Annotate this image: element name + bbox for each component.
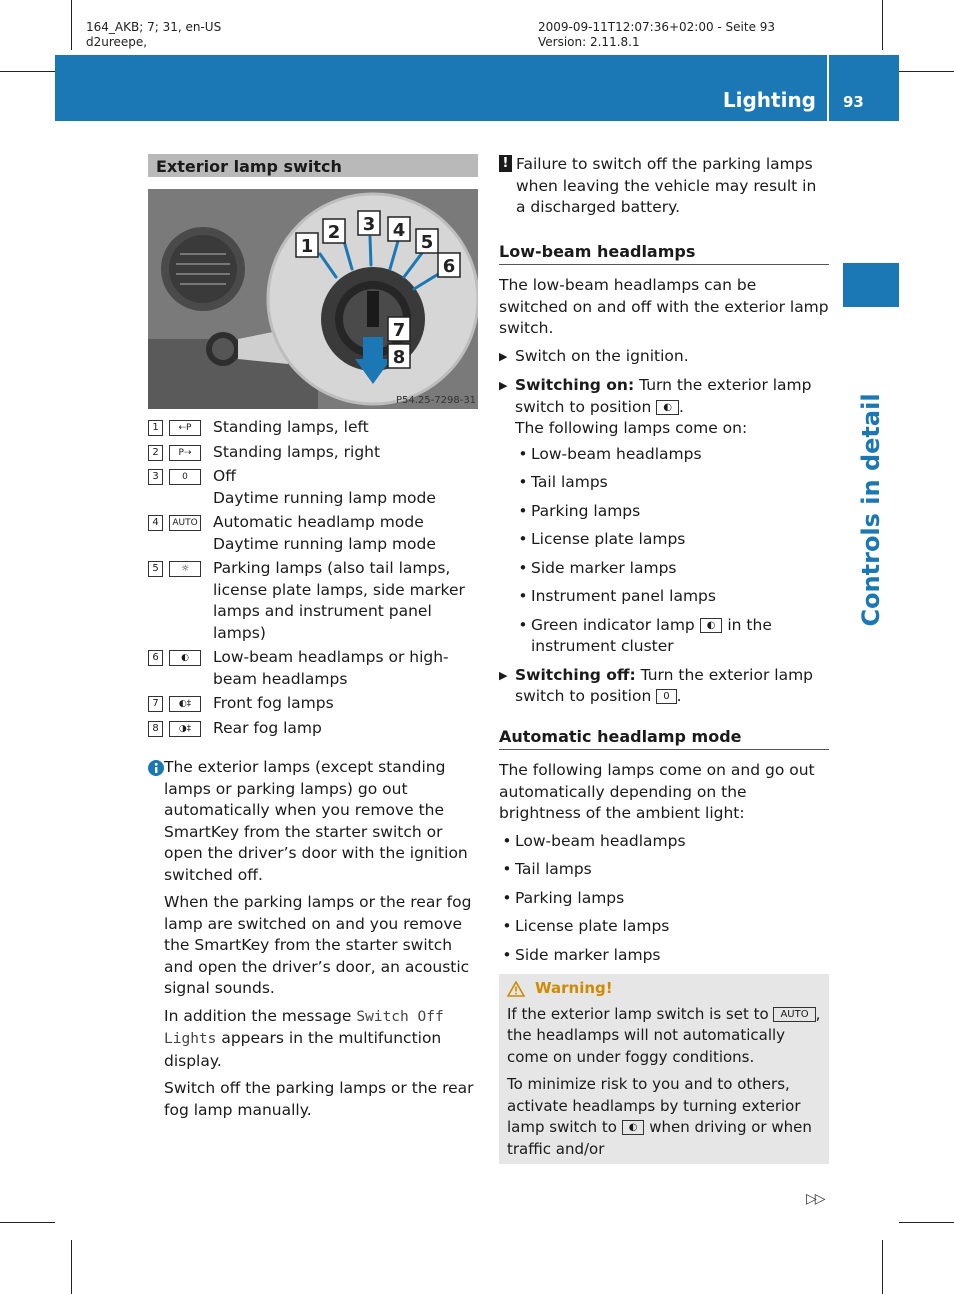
display-message: Switch Off Lights [164, 1008, 444, 1047]
text-span: In addition the message [164, 1006, 357, 1025]
warning-title: Warning! [535, 979, 613, 997]
list-text: Parking lamps [531, 501, 641, 520]
meta-line: 2009-09-11T12:07:36+02:00 - Seite 93 [538, 20, 776, 34]
figure-code: P54.25-7298-31 [396, 395, 477, 406]
legend-item [148, 693, 478, 715]
text-span: . [676, 687, 682, 705]
list-item [499, 831, 829, 853]
crop-mark [899, 1222, 954, 1223]
list-text: License plate lamps [531, 530, 686, 548]
bullet: • [518, 444, 528, 463]
rear-fog-icon: ◑‡ [169, 721, 201, 737]
legend-number: 4 [148, 515, 163, 531]
standing-right-icon: P⇢ [169, 445, 201, 461]
auto-lamp-list [499, 831, 829, 967]
chapter-title: Lighting [722, 88, 816, 112]
lamp-list [499, 444, 829, 658]
list-item [499, 945, 829, 967]
off-icon: 0 [656, 689, 676, 704]
text-span: , the headlamps will not automatically come on under foggy conditions. [507, 1004, 821, 1066]
list-text: Instrument panel lamps [531, 587, 716, 605]
info-paragraph: The exterior lamps (except standing lamps or parking lamps) go out automatically when you remove the SmartKey from the starter switch or open the driver’s door with the ignition switched off. [164, 758, 468, 884]
step-label: Switching on: [515, 376, 635, 394]
legend-number: 3 [148, 469, 163, 485]
legend-text: Rear fog lamp [213, 718, 322, 737]
crop-mark [882, 1240, 883, 1294]
bullet: • [502, 917, 512, 935]
warning-box [499, 974, 829, 1164]
caution-note [499, 154, 829, 219]
list-item [499, 472, 829, 494]
list-text: Side marker lamps [531, 558, 677, 577]
crop-mark [71, 0, 72, 50]
low-beam-icon: ◐ [622, 1120, 645, 1135]
warning-paragraph [507, 1004, 821, 1069]
legend-text [213, 512, 478, 555]
legend-text [213, 466, 478, 509]
warning-paragraph [507, 1074, 821, 1160]
legend-item [148, 512, 478, 555]
band-divider [827, 55, 829, 121]
figure-callout: 7 [392, 320, 406, 341]
text-span: Turn the exterior lamp switch to position [515, 376, 812, 416]
list-text: Low-beam headlamps [531, 444, 702, 463]
crop-mark [71, 1240, 72, 1294]
list-text: Low-beam headlamps [515, 831, 686, 850]
list-item [499, 888, 829, 910]
list-item [499, 558, 829, 580]
step-followup: The following lamps come on: [515, 419, 748, 437]
section-heading: Exterior lamp switch [148, 154, 478, 177]
subsection-heading: Low-beam headlamps [499, 241, 829, 266]
legend-item [148, 718, 478, 740]
step-item [499, 375, 829, 440]
lamp-switch-figure [148, 189, 478, 409]
text-span: . [678, 397, 684, 416]
low-beam-icon: ◐ [169, 650, 201, 666]
step-arrow-icon: ▶ [499, 668, 508, 682]
text-span: in the instrument cluster [531, 615, 772, 655]
list-text: Tail lamps [531, 473, 608, 491]
text-span: appears in the multifunction display. [164, 1029, 442, 1070]
paragraph: The low-beam headlamps can be switched on and off with the exterior lamp switch. [499, 276, 829, 337]
list-text: Side marker lamps [515, 945, 661, 964]
crop-mark [0, 71, 55, 72]
legend-number: 5 [148, 561, 163, 577]
info-note [148, 757, 478, 1121]
side-section-label: Controls in detail [857, 393, 885, 627]
bullet: • [518, 473, 528, 491]
legend-number: 8 [148, 721, 163, 737]
step-text [515, 665, 829, 708]
bullet: • [502, 831, 512, 850]
legend-line: Daytime running lamp mode [213, 534, 436, 553]
crop-mark [899, 71, 954, 72]
legend-line: Off [213, 467, 236, 485]
text-span: Turn the exterior lamp switch to position [515, 665, 814, 705]
legend-item [148, 466, 478, 509]
page-number: 93 [843, 93, 864, 111]
legend-text: Low-beam headlamps or high-beam headlamps [213, 648, 449, 688]
warning-header [507, 978, 821, 1000]
bullet: • [518, 587, 528, 605]
crop-mark [0, 1222, 55, 1223]
legend-number: 2 [148, 445, 163, 461]
auto-icon: AUTO [169, 515, 201, 531]
paragraph: The following lamps come on and go out automatically depending on the brightness of the ambient light: [499, 761, 815, 822]
low-beam-icon: ◐ [656, 400, 679, 415]
figure-callout: 5 [420, 232, 434, 253]
info-paragraph: When the parking lamps or the rear fog lamp are switched on and you remove the SmartKey from the starter switch and open the driver’s door, an acoustic signal sounds. [164, 893, 472, 997]
right-column [499, 154, 829, 1164]
step-item [499, 346, 829, 368]
step-label: Switching off: [515, 665, 636, 684]
exclamation-icon: ! [499, 155, 512, 172]
caution-text: Failure to switch off the parking lamps when leaving the vehicle may result in a discharged battery. [516, 155, 817, 216]
continue-marker-icon: ▷▷ [806, 1191, 824, 1207]
step-arrow-icon: ▶ [499, 349, 508, 363]
legend-text: Front fog lamps [213, 694, 334, 712]
list-item [499, 444, 829, 466]
bullet: • [518, 501, 528, 520]
text-span: when driving or when traffic and/or [507, 1118, 812, 1158]
legend-item [148, 558, 478, 644]
list-text: Parking lamps [515, 888, 625, 907]
legend-line: Automatic headlamp mode [213, 513, 424, 531]
legend-line: Daytime running lamp mode [213, 488, 436, 507]
left-column [148, 154, 478, 1127]
off-icon: 0 [169, 469, 201, 485]
crop-mark [882, 0, 883, 50]
list-item [499, 529, 829, 551]
bullet: • [502, 888, 512, 907]
legend-item [148, 442, 478, 464]
legend-item [148, 417, 478, 439]
legend-item [148, 647, 478, 690]
legend-text: Standing lamps, left [213, 418, 369, 436]
figure-callout: 4 [392, 220, 406, 241]
list-item [499, 916, 829, 938]
legend-text: Standing lamps, right [213, 442, 381, 461]
legend-number: 1 [148, 420, 163, 436]
list-item [499, 615, 829, 658]
dashboard-illustration [148, 189, 478, 409]
legend-text: Parking lamps (also tail lamps, license plate lamps, side marker lamps and instrument panel lamps) [213, 559, 465, 642]
legend-number: 6 [148, 650, 163, 666]
figure-callout: 6 [442, 256, 456, 277]
chapter-band [55, 55, 899, 121]
meta-line: 164_AKB; 7; 31, en-US [86, 20, 222, 34]
print-meta-right [538, 20, 775, 50]
figure-callout: 2 [327, 222, 341, 243]
info-paragraph [164, 1006, 478, 1073]
figure-callout: 8 [392, 347, 406, 368]
text-span: If the exterior lamp switch is set to [507, 1004, 774, 1023]
legend-list [148, 417, 478, 739]
parking-lamps-icon: ☼ [169, 561, 201, 577]
bullet: • [502, 860, 512, 878]
bullet: • [518, 530, 528, 548]
subsection-heading: Automatic headlamp mode [499, 726, 829, 751]
standing-left-icon: ⇠P [169, 420, 201, 436]
text-span: To minimize risk to you and to others, activate headlamps by turning exterior lamp switch to [507, 1075, 801, 1136]
meta-line: Version: 2.11.8.1 [538, 35, 640, 49]
auto-icon: AUTO [773, 1007, 815, 1022]
list-item [499, 501, 829, 523]
side-tab [843, 263, 899, 307]
step-item [499, 665, 829, 708]
list-text [531, 615, 829, 658]
step-arrow-icon: ▶ [499, 379, 508, 392]
text-span: Green indicator lamp [531, 615, 700, 634]
front-fog-icon: ◐‡ [169, 696, 201, 712]
figure-callout: 1 [300, 236, 314, 257]
low-beam-indicator-icon: ◐ [700, 618, 723, 633]
list-item [499, 859, 829, 881]
list-item [499, 586, 829, 608]
print-meta-left [86, 20, 221, 50]
figure-callout: 3 [362, 214, 376, 235]
step-text [515, 375, 829, 440]
list-text: Tail lamps [515, 860, 592, 878]
step-text: Switch on the ignition. [515, 346, 689, 365]
list-text: License plate lamps [515, 917, 670, 935]
bullet: • [502, 945, 512, 964]
bullet: • [518, 615, 528, 634]
warning-triangle-icon [507, 981, 525, 997]
bullet: • [518, 558, 528, 577]
legend-number: 7 [148, 696, 163, 712]
info-icon [148, 760, 164, 776]
meta-line: d2ureepe, [86, 35, 148, 49]
info-paragraph: Switch off the parking lamps or the rear fog lamp manually. [164, 1079, 474, 1119]
